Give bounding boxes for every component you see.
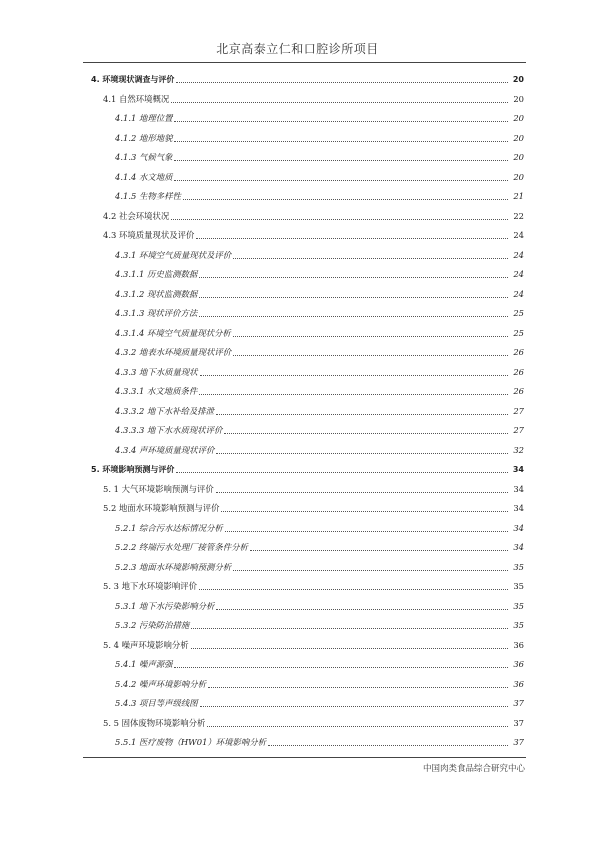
toc-entry-label: 5.5.1 医疗废物（HW01）环境影响分析 bbox=[115, 737, 267, 747]
toc-entry-label: 4.1.2 地形地貌 bbox=[115, 132, 173, 143]
toc-entry[interactable] bbox=[0, 110, 595, 124]
toc-entry-label: 4.3.3.1 水文地质条件 bbox=[115, 386, 198, 396]
toc-entry-label: 5.2.2 终端污水处理厂接管条件分析 bbox=[115, 542, 248, 552]
toc-entry-page-number: 25 bbox=[513, 308, 524, 318]
toc-entry-label: 4.3.3.3 地下水水质现状评价 bbox=[115, 425, 223, 435]
toc-entry[interactable] bbox=[0, 695, 595, 709]
toc-dot-leader bbox=[233, 570, 508, 571]
toc-entry-page-number: 37 bbox=[513, 717, 524, 728]
toc-entry[interactable] bbox=[0, 71, 595, 85]
toc-entry-page-number: 34 bbox=[512, 465, 524, 474]
toc-entry-page-number: 20 bbox=[513, 93, 524, 104]
toc-entry-label: 4.3.1.3 现状评价方法 bbox=[115, 308, 198, 318]
toc-entry-label: 4.1.5 生物多样性 bbox=[115, 191, 181, 201]
toc-entry-page-number: 24 bbox=[513, 269, 524, 279]
toc-entry-page-number: 35 bbox=[513, 561, 524, 572]
toc-entry-page-number: 32 bbox=[513, 444, 524, 455]
toc-entry[interactable] bbox=[0, 247, 595, 261]
toc-entry-page-number: 35 bbox=[513, 581, 524, 591]
toc-entry-label: 5. 4 噪声环境影响分析 bbox=[103, 639, 189, 650]
toc-dot-leader bbox=[171, 102, 508, 103]
toc-entry-label: 4.3.3 地下水质量现状 bbox=[115, 366, 198, 377]
toc-entry[interactable] bbox=[0, 676, 595, 690]
toc-entry-label: 5.3.1 地下水污染影响分析 bbox=[115, 600, 215, 611]
toc-dot-leader bbox=[268, 745, 508, 746]
toc-dot-leader bbox=[207, 726, 508, 727]
toc-entry-page-number: 36 bbox=[513, 639, 524, 650]
toc-entry-label: 5.4.2 噪声环境影响分析 bbox=[115, 678, 206, 689]
toc-entry[interactable] bbox=[0, 461, 595, 475]
toc-entry-page-number: 20 bbox=[513, 132, 524, 143]
toc-dot-leader bbox=[250, 550, 508, 551]
toc-entry-label: 4.2 社会环境状况 bbox=[103, 210, 170, 221]
toc-entry-label: 4.3.1.2 现状监测数据 bbox=[115, 288, 198, 299]
footer-divider bbox=[83, 757, 526, 758]
toc-entry[interactable] bbox=[0, 169, 595, 183]
toc-entry-label: 5. 1 大气环境影响预测与评价 bbox=[103, 483, 214, 494]
toc-entry[interactable] bbox=[0, 305, 595, 319]
toc-entry[interactable] bbox=[0, 481, 595, 495]
toc-entry-page-number: 36 bbox=[513, 659, 524, 669]
toc-dot-leader bbox=[199, 297, 508, 298]
toc-entry-page-number: 26 bbox=[513, 347, 524, 357]
toc-entry[interactable] bbox=[0, 617, 595, 631]
toc-entry-page-number: 20 bbox=[513, 152, 524, 162]
toc-dot-leader bbox=[171, 219, 508, 220]
toc-dot-leader bbox=[191, 628, 508, 629]
toc-entry[interactable] bbox=[0, 383, 595, 397]
toc-entry-label: 4.3.2 地表水环境质量现状评价 bbox=[115, 347, 232, 357]
toc-entry-label: 4.1.4 水文地质 bbox=[115, 171, 173, 182]
toc-entry-label: 5. 环境影响预测与评价 bbox=[91, 465, 175, 474]
page-header-title: 北京高泰立仁和口腔诊所项目 bbox=[216, 42, 379, 56]
toc-entry-page-number: 20 bbox=[512, 75, 524, 84]
page-footer-org: 中国肉类食品综合研究中心 bbox=[422, 764, 525, 774]
toc-entry-page-number: 22 bbox=[513, 210, 524, 221]
toc-dot-leader bbox=[233, 355, 508, 356]
toc-entry-label: 5.2.3 地面水环境影响预测分析 bbox=[115, 561, 232, 572]
toc-entry-page-number: 36 bbox=[513, 678, 524, 689]
toc-entry-label: 4.3.1.4 环境空气质量现状分析 bbox=[115, 327, 231, 338]
toc-entry-page-number: 24 bbox=[513, 249, 524, 260]
toc-dot-leader bbox=[199, 316, 508, 317]
toc-entry-page-number: 24 bbox=[513, 288, 524, 299]
toc-dot-leader bbox=[233, 258, 508, 259]
toc-entry-page-number: 34 bbox=[513, 522, 524, 533]
toc-entry[interactable] bbox=[0, 344, 595, 358]
toc-dot-leader bbox=[216, 453, 508, 454]
toc-entry-label: 4.1.3 气候气象 bbox=[115, 152, 173, 162]
toc-dot-leader bbox=[174, 141, 508, 142]
toc-dot-leader bbox=[199, 394, 508, 395]
toc-entry-label: 5.2.1 综合污水达标情况分析 bbox=[115, 522, 223, 533]
toc-entry[interactable] bbox=[0, 130, 595, 144]
toc-dot-leader bbox=[216, 609, 508, 610]
toc-entry[interactable] bbox=[0, 227, 595, 241]
toc-dot-leader bbox=[221, 511, 508, 512]
toc-entry-page-number: 35 bbox=[513, 620, 524, 630]
toc-entry-page-number: 24 bbox=[513, 230, 524, 240]
toc-entry[interactable] bbox=[0, 734, 595, 748]
toc-dot-leader bbox=[200, 375, 508, 376]
toc-entry[interactable] bbox=[0, 422, 595, 436]
toc-entry[interactable] bbox=[0, 442, 595, 456]
toc-entry[interactable] bbox=[0, 208, 595, 222]
toc-entry[interactable] bbox=[0, 598, 595, 612]
toc-entry[interactable] bbox=[0, 637, 595, 651]
toc-entry[interactable] bbox=[0, 403, 595, 417]
toc-entry[interactable] bbox=[0, 520, 595, 534]
toc-dot-leader bbox=[199, 589, 508, 590]
toc-entry-label: 5.2 地面水环境影响预测与评价 bbox=[103, 503, 220, 513]
toc-entry[interactable] bbox=[0, 539, 595, 553]
toc-entry-page-number: 26 bbox=[513, 386, 524, 396]
toc-entry-label: 4.3.1 环境空气质量现状及评价 bbox=[115, 249, 232, 260]
toc-entry[interactable] bbox=[0, 325, 595, 339]
toc-entry-page-number: 37 bbox=[513, 698, 524, 708]
toc-entry-page-number: 34 bbox=[513, 483, 524, 494]
toc-entry-label: 4.1.1 地理位置 bbox=[115, 113, 173, 123]
toc-entry-page-number: 35 bbox=[513, 600, 524, 611]
toc-entry-page-number: 20 bbox=[513, 171, 524, 182]
toc-entry-page-number: 21 bbox=[513, 191, 524, 201]
toc-entry[interactable] bbox=[0, 188, 595, 202]
toc-entry-label: 4.3.1.1 历史监测数据 bbox=[115, 269, 198, 279]
toc-dot-leader bbox=[200, 706, 508, 707]
toc-dot-leader bbox=[196, 238, 508, 239]
toc-entry[interactable] bbox=[0, 364, 595, 378]
toc-dot-leader bbox=[199, 277, 508, 278]
toc-entry-label: 4.3.4 声环境质量现状评价 bbox=[115, 444, 215, 455]
toc-dot-leader bbox=[216, 492, 508, 493]
toc-entry[interactable] bbox=[0, 91, 595, 105]
toc-entry-page-number: 20 bbox=[513, 113, 524, 123]
toc-entry-label: 5. 3 地下水环境影响评价 bbox=[103, 581, 198, 591]
toc-dot-leader bbox=[225, 531, 508, 532]
toc-entry-page-number: 25 bbox=[513, 327, 524, 338]
toc-dot-leader bbox=[174, 180, 508, 181]
toc-entry[interactable] bbox=[0, 500, 595, 514]
toc-dot-leader bbox=[191, 648, 508, 649]
toc-entry-page-number: 27 bbox=[513, 405, 524, 416]
toc-dot-leader bbox=[174, 160, 508, 161]
toc-entry[interactable] bbox=[0, 286, 595, 300]
toc-entry-label: 4.3 环境质量现状及评价 bbox=[103, 230, 195, 240]
toc-entry[interactable] bbox=[0, 578, 595, 592]
toc-entry-label: 5. 5 固体废物环境影响分析 bbox=[103, 717, 206, 728]
toc-entry[interactable] bbox=[0, 149, 595, 163]
toc-dot-leader bbox=[174, 667, 508, 668]
toc-entry-label: 5.4.3 项目等声级线图 bbox=[115, 698, 198, 708]
toc-entry-page-number: 26 bbox=[513, 366, 524, 377]
toc-dot-leader bbox=[224, 433, 508, 434]
toc-entry-label: 4.1 自然环境概况 bbox=[103, 93, 170, 104]
toc-dot-leader bbox=[233, 336, 508, 337]
toc-entry-page-number: 34 bbox=[513, 542, 524, 552]
toc-entry-label: 5.4.1 噪声源强 bbox=[115, 659, 173, 669]
toc-entry[interactable] bbox=[0, 656, 595, 670]
toc-entry[interactable] bbox=[0, 559, 595, 573]
toc-entry-label: 4.3.3.2 地下水补给及排泄 bbox=[115, 405, 214, 416]
toc-entry[interactable] bbox=[0, 266, 595, 280]
header-divider bbox=[83, 62, 526, 63]
toc-dot-leader bbox=[174, 121, 508, 122]
toc-entry-label: 5.3.2 污染防治措施 bbox=[115, 620, 190, 630]
toc-dot-leader bbox=[216, 414, 508, 415]
toc-dot-leader bbox=[176, 472, 508, 473]
toc-dot-leader bbox=[208, 687, 508, 688]
toc-entry-page-number: 34 bbox=[513, 503, 524, 513]
toc-entry-page-number: 37 bbox=[513, 737, 524, 747]
toc-dot-leader bbox=[176, 82, 508, 83]
toc-dot-leader bbox=[183, 199, 508, 200]
toc-entry-page-number: 27 bbox=[513, 425, 524, 435]
toc-entry[interactable] bbox=[0, 715, 595, 729]
toc-entry-label: 4. 环境现状调查与评价 bbox=[91, 75, 175, 84]
